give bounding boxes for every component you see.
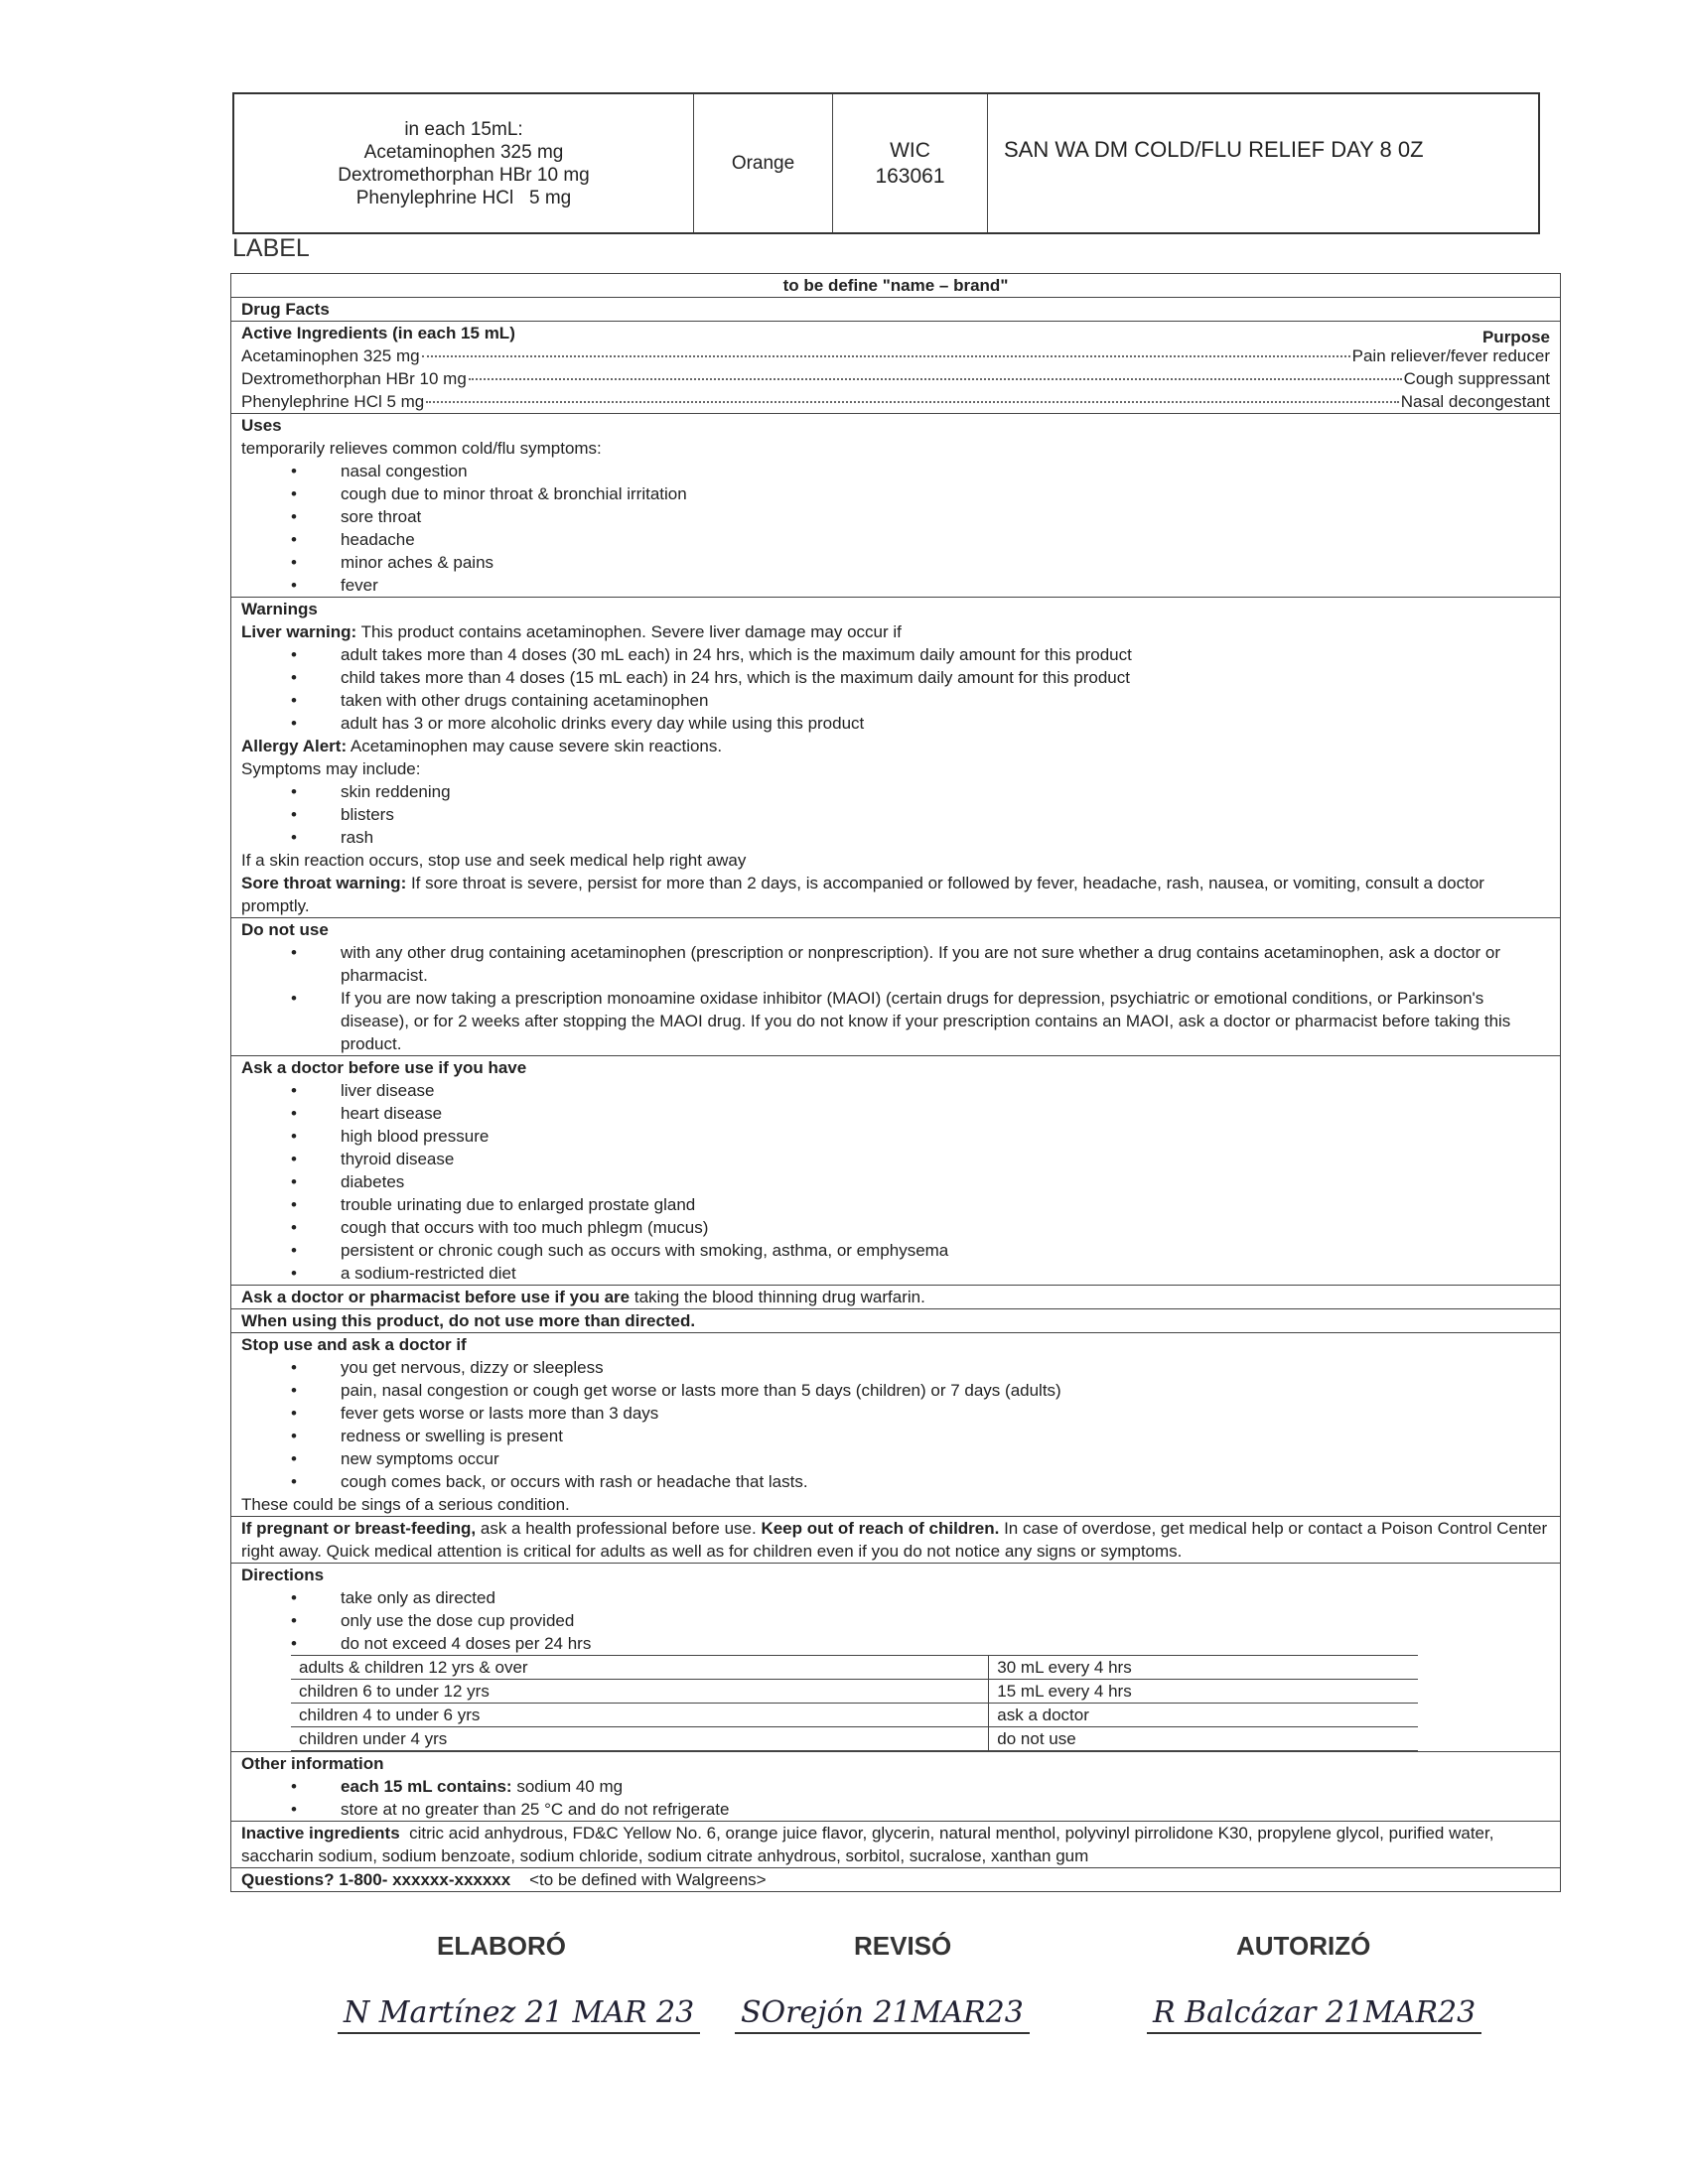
elaboro-heading: ELABORÓ [437, 1931, 566, 1961]
list-item: • a sodium-restricted diet [291, 1262, 1550, 1285]
list-item: • redness or swelling is present [291, 1425, 1550, 1447]
ingredients-cell [234, 94, 694, 232]
code-value: 163061 [875, 164, 945, 188]
age-group: adults & children 12 yrs & over [291, 1656, 989, 1680]
list-item: • fever [291, 574, 1550, 597]
active-name: Dextromethorphan HBr 10 mg [241, 369, 467, 388]
active-purpose: Pain reliever/fever reducer [1351, 346, 1550, 365]
list-item: • new symptoms occur [291, 1447, 1550, 1470]
liver-warning-list [241, 643, 1550, 735]
list-item: • fever gets worse or lasts more than 3 days [291, 1402, 1550, 1425]
pregnancy-section [231, 1517, 1560, 1564]
active-purpose: Nasal decongestant [1400, 392, 1550, 411]
dose: do not use [989, 1727, 1418, 1751]
active-row [241, 344, 1550, 367]
reviso-heading: REVISÓ [854, 1931, 952, 1961]
dosage-row [291, 1727, 1418, 1751]
allergy-alert-label: Allergy Alert: [241, 737, 348, 755]
uses-intro: temporarily relieves common cold/flu symptoms: [241, 439, 602, 458]
list-item: • minor aches & pains [291, 551, 1550, 574]
inactive-text: citric acid anhydrous, FD&C Yellow No. 6, orange juice flavor, glycerin, natural menthol, polyvinyl pirrolidone K30, propylene glycol, purified water, saccharin sodium, sodium benzoate, sodium chloride, sodium citrate anhydrous, sorbitol, sucralose, xanthan gum [241, 1824, 1499, 1865]
list-item [291, 1775, 1550, 1798]
list-item: • adult has 3 or more alcoholic drinks every day while using this product [291, 712, 1550, 735]
dose: 15 mL every 4 hrs [989, 1680, 1418, 1704]
active-ingredients-section [231, 322, 1560, 414]
dose: ask a doctor [989, 1704, 1418, 1727]
label-title: to be define "name – brand" [231, 274, 1560, 298]
list-item: • pain, nasal congestion or cough get worse or lasts more than 5 days (children) or 7 days (adults) [291, 1379, 1550, 1402]
do-not-use-list [241, 941, 1550, 1055]
do-not-use-section [231, 918, 1560, 1056]
list-item: • liver disease [291, 1079, 1550, 1102]
directions-list [241, 1586, 1550, 1655]
list-item: • cough due to minor throat & bronchial irritation [291, 482, 1550, 505]
label-heading: LABEL [232, 234, 310, 262]
code-cell [833, 94, 988, 232]
questions-text: <to be defined with Walgreens> [510, 1870, 767, 1889]
active-heading: Active Ingredients (in each 15 mL) [241, 324, 515, 342]
ask-pharmacist-text: taking the blood thinning drug warfarin. [630, 1288, 925, 1306]
ingredients-line: Phenylephrine HCl 5 mg [355, 187, 572, 208]
inactive-ingredients-section [231, 1822, 1560, 1868]
ask-pharmacist-section [231, 1286, 1560, 1309]
dosage-row [291, 1680, 1418, 1704]
list-item: • taken with other drugs containing acetaminophen [291, 689, 1550, 712]
liver-warning-text: This product contains acetaminophen. Severe liver damage may occur if [356, 622, 902, 641]
inactive-heading: Inactive ingredients [241, 1824, 400, 1843]
list-item: • headache [291, 528, 1550, 551]
list-item: • high blood pressure [291, 1125, 1550, 1148]
pregnant-label: If pregnant or breast-feeding, [241, 1519, 477, 1538]
list-item: • child takes more than 4 doses (15 mL each) in 24 hrs, which is the maximum daily amount for this product [291, 666, 1550, 689]
drug-facts-heading: Drug Facts [231, 298, 1560, 322]
age-group: children 6 to under 12 yrs [291, 1680, 989, 1704]
uses-list [241, 460, 1550, 597]
ask-pharmacist-label: Ask a doctor or pharmacist before use if you are [241, 1288, 631, 1306]
age-group: children under 4 yrs [291, 1727, 989, 1751]
ingredients-line: Acetaminophen 325 mg [363, 141, 564, 163]
list-item: • take only as directed [291, 1586, 1550, 1609]
list-item: • with any other drug containing acetaminophen (prescription or nonprescription). If you are not sure whether a drug contains acetaminophen, ask a doctor or pharmacist. [291, 941, 1550, 987]
list-item: • store at no greater than 25 °C and do not refrigerate [291, 1798, 1550, 1821]
overdose-text: In case of overdose, get medical help or contact a Poison Control Center right away. Quick medical attention is critical for adults as well as for children even if you do not notice any signs or symptoms. [241, 1519, 1548, 1561]
active-purpose: Cough suppressant [1403, 369, 1550, 388]
color-value: Orange [731, 153, 795, 174]
list-item: • only use the dose cup provided [291, 1609, 1550, 1632]
dosage-row [291, 1656, 1418, 1680]
sodium-text: sodium 40 mg [511, 1777, 624, 1796]
stop-use-list [241, 1356, 1550, 1493]
color-cell [694, 94, 833, 232]
dosage-row [291, 1704, 1418, 1727]
questions-label: Questions? 1-800- xxxxxx-xxxxxx [241, 1870, 511, 1889]
pregnant-text: ask a health professional before use. [476, 1519, 762, 1538]
list-item: • heart disease [291, 1102, 1550, 1125]
stop-use-heading: Stop use and ask a doctor if [241, 1335, 467, 1354]
list-item: • cough comes back, or occurs with rash or headache that lasts. [291, 1470, 1550, 1493]
dosage-table [291, 1655, 1418, 1751]
product-info-table [232, 92, 1540, 234]
list-item: • thyroid disease [291, 1148, 1550, 1170]
list-item: • diabetes [291, 1170, 1550, 1193]
stop-use-section [231, 1333, 1560, 1517]
do-not-use-heading: Do not use [241, 920, 329, 939]
code-label: WIC [890, 138, 930, 162]
ask-doctor-list [241, 1079, 1550, 1285]
drug-facts-label [230, 273, 1561, 1892]
skin-reaction-text: If a skin reaction occurs, stop use and seek medical help right away [241, 851, 747, 870]
sore-throat-text: If sore throat is severe, persist for more than 2 days, is accompanied or followed by fever, headache, rash, nausea, or vomiting, consult a doctor promptly. [241, 874, 1484, 915]
ingredients-line: in each 15mL: [404, 118, 523, 140]
directions-heading: Directions [241, 1566, 325, 1584]
list-item: • nasal congestion [291, 460, 1550, 482]
ask-doctor-heading: Ask a doctor before use if you have [241, 1058, 527, 1077]
list-item: • rash [291, 826, 1550, 849]
list-item: • trouble urinating due to enlarged prostate gland [291, 1193, 1550, 1216]
description-cell [988, 94, 1538, 232]
list-item: • blisters [291, 803, 1550, 826]
other-info-heading: Other information [241, 1754, 384, 1773]
directions-section [231, 1564, 1560, 1752]
sore-throat-label: Sore throat warning: [241, 874, 407, 892]
active-name: Phenylephrine HCl 5 mg [241, 392, 425, 411]
sodium-label: each 15 mL contains: [341, 1777, 512, 1796]
active-row [241, 390, 1550, 413]
questions-section [231, 1868, 1560, 1891]
list-item: • you get nervous, dizzy or sleepless [291, 1356, 1550, 1379]
dot-leader [422, 355, 1350, 357]
when-using-section: When using this product, do not use more than directed. [231, 1309, 1560, 1333]
list-item: • If you are now taking a prescription monoamine oxidase inhibitor (MAOI) (certain drugs for depression, psychiatric or emotional conditions, or Parkinson's disease), or for 2 weeks after stopping the MAOI drug. If you do not know if your prescription contains an MAOI, ask a doctor or pharmacist before taking this product. [291, 987, 1550, 1055]
autorizo-heading: AUTORIZÓ [1236, 1931, 1371, 1961]
uses-heading: Uses [241, 416, 282, 435]
age-group: children 4 to under 6 yrs [291, 1704, 989, 1727]
uses-section [231, 414, 1560, 598]
purpose-heading: Purpose [1481, 328, 1550, 346]
warnings-section [231, 598, 1560, 918]
symptoms-list [241, 780, 1550, 849]
list-item: • skin reddening [291, 780, 1550, 803]
list-item: • adult takes more than 4 doses (30 mL each) in 24 hrs, which is the maximum daily amount for this product [291, 643, 1550, 666]
dot-leader [469, 378, 1402, 380]
warnings-heading: Warnings [241, 600, 318, 618]
liver-warning-label: Liver warning: [241, 622, 357, 641]
list-item: • do not exceed 4 doses per 24 hrs [291, 1632, 1550, 1655]
dose: 30 mL every 4 hrs [989, 1656, 1418, 1680]
active-name: Acetaminophen 325 mg [241, 346, 420, 365]
list-item: • cough that occurs with too much phlegm (mucus) [291, 1216, 1550, 1239]
active-row [241, 367, 1550, 390]
dot-leader [426, 401, 1398, 403]
list-item: • sore throat [291, 505, 1550, 528]
ingredients-line: Dextromethorphan HBr 10 mg [338, 164, 590, 186]
list-item: • persistent or chronic cough such as occurs with smoking, asthma, or emphysema [291, 1239, 1550, 1262]
product-description: SAN WA DM COLD/FLU RELIEF DAY 8 0Z [1004, 137, 1424, 162]
symptoms-intro: Symptoms may include: [241, 759, 421, 778]
other-info-section [231, 1752, 1560, 1822]
elaboro-signature: N Martínez 21 MAR 23 [338, 1995, 700, 2034]
keep-out-label: Keep out of reach of children. [761, 1519, 1000, 1538]
autorizo-signature: R Balcázar 21MAR23 [1147, 1995, 1481, 2034]
reviso-signature: SOrejón 21MAR23 [735, 1995, 1030, 2034]
ask-doctor-section [231, 1056, 1560, 1286]
stop-use-note: These could be sings of a serious condition. [241, 1495, 570, 1514]
allergy-alert-text: Acetaminophen may cause severe skin reactions. [347, 737, 723, 755]
